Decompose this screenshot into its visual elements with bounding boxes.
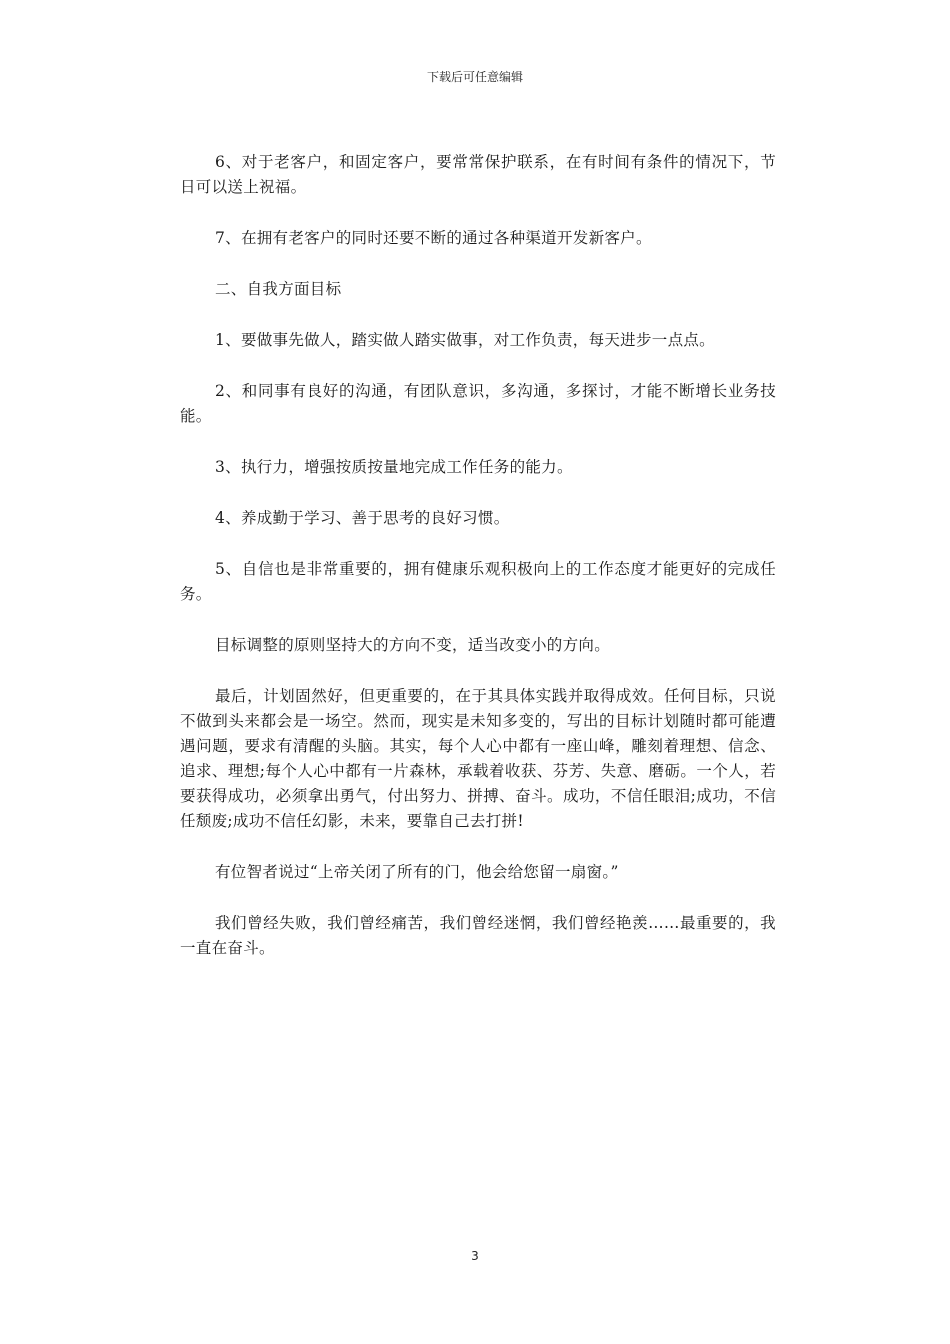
paragraph: 4、养成勤于学习、善于思考的良好习惯。 [215, 509, 510, 527]
document-body [180, 150, 776, 987]
paragraph: 有位智者说过“上帝关闭了所有的门，他会给您留一扇窗。” [215, 863, 619, 881]
paragraph: 3、执行力，增强按质按量地完成工作任务的能力。 [215, 458, 573, 476]
section-heading: 二、自我方面目标 [215, 280, 342, 298]
paragraph: 6、对于老客户，和固定客户，要常常保护联系，在有时间有条件的情况下，节日可以送上祝福。 [180, 153, 776, 196]
paragraph: 5、自信也是非常重要的，拥有健康乐观积极向上的工作态度才能更好的完成任务。 [180, 560, 776, 603]
paragraph: 1、要做事先做人，踏实做人踏实做事，对工作负责，每天进步一点点。 [215, 331, 715, 349]
page-number: 3 [471, 1249, 479, 1263]
paragraph: 目标调整的原则坚持大的方向不变，适当改变小的方向。 [215, 636, 611, 654]
paragraph: 我们曾经失败，我们曾经痛苦，我们曾经迷惘，我们曾经艳羡……最重要的，我一直在奋斗。 [180, 914, 776, 957]
paragraph: 最后，计划固然好，但更重要的，在于其具体实践并取得成效。任何目标，只说不做到头来都会是一场空。然而，现实是未知多变的，写出的目标计划随时都可能遭遇问题，要求有清醒的头脑。其实，每个人心中都有一座山峰，雕刻着理想、信念、追求、理想;每个人心中都有一片森林，承载着收获、芬芳、失意、磨砺。一个人，若要获得成功，必须拿出勇气，付出努力、拼搏、奋斗。成功，不信任眼泪;成功，不信任颓废;成功不信任幻影，未来，要靠自己去打拼! [180, 687, 776, 830]
paragraph: 7、在拥有老客户的同时还要不断的通过各种渠道开发新客户。 [215, 229, 652, 247]
page-header: 下载后可任意编辑 [426, 70, 523, 84]
paragraph: 2、和同事有良好的沟通，有团队意识，多沟通，多探讨，才能不断增长业务技能。 [180, 382, 776, 425]
